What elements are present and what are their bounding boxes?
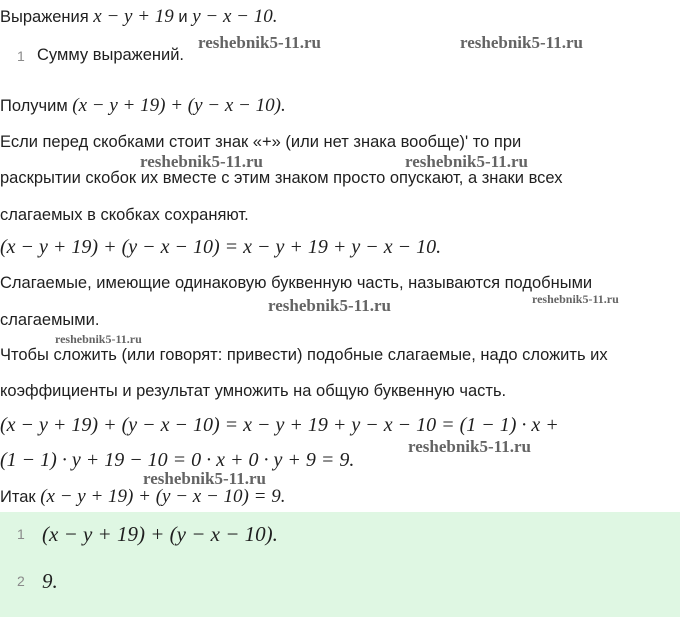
answer-item [0, 520, 680, 556]
watermark: reshebnik5-11.ru [405, 152, 528, 171]
watermark: reshebnik5-11.ru [532, 292, 619, 306]
answer-number: 1 [17, 526, 25, 542]
task-conj: и [173, 8, 193, 26]
result-label: Итак [0, 488, 41, 506]
rule-line-2: раскрытии скобок их вместе с этим знаком просто опускают, а знаки всех [0, 169, 563, 187]
similar-line-2: слагаемыми. [0, 311, 100, 329]
result-expr: (x − y + 19) + (y − x − 10) = 9. [40, 486, 286, 507]
task-line [0, 6, 277, 28]
answer-number: 2 [17, 573, 25, 589]
watermark: reshebnik5-11.ru [55, 332, 142, 346]
watermark: reshebnik5-11.ru [408, 437, 531, 456]
combine-line-2: коэффициенты и результат умножить на общую буквенную часть. [0, 382, 507, 400]
similar-line-1: Слагаемые, имеющие одинаковую буквенную часть, называются подобными [0, 274, 593, 292]
equation-2-line-2: (1 − 1) · y + 19 − 10 = 0 · x + 0 · y + 9 = 9. [0, 449, 355, 471]
combine-line-1: Чтобы сложить (или говорят: привести) подобные слагаемые, надо сложить их [0, 346, 608, 364]
step-text: Сумму выражений. [37, 46, 185, 64]
watermark: reshebnik5-11.ru [143, 469, 266, 488]
rule-line-1: Если перед скобками стоит знак «+» (или нет знака вообще)' то при [0, 133, 522, 151]
watermark: reshebnik5-11.ru [268, 296, 391, 315]
watermark: reshebnik5-11.ru [460, 33, 583, 52]
watermark: reshebnik5-11.ru [140, 152, 263, 171]
received-label: Получим [0, 97, 73, 115]
rule-line-3: слагаемых в скобках сохраняют. [0, 206, 249, 224]
received-expr: (x − y + 19) + (y − x − 10). [72, 95, 286, 116]
result-line [0, 486, 285, 508]
task-expr-1: x − y + 19 [93, 6, 174, 27]
equation-2-line-1: (x − y + 19) + (y − x − 10) = x − y + 19 + y − x − 10 = (1 − 1) · x + [0, 414, 559, 436]
received-line [0, 95, 286, 117]
answer-text: 9. [42, 569, 58, 593]
answer-text: (x − y + 19) + (y − x − 10). [42, 522, 278, 546]
task-expr-2: y − x − 10. [192, 6, 278, 27]
answer-block [0, 512, 680, 617]
equation-1: (x − y + 19) + (y − x − 10) = x − y + 19 + y − x − 10. [0, 236, 442, 258]
watermark: reshebnik5-11.ru [198, 33, 321, 52]
task-prefix: Выражения [0, 8, 94, 26]
step-number: 1 [17, 48, 25, 64]
answer-item [0, 567, 680, 603]
